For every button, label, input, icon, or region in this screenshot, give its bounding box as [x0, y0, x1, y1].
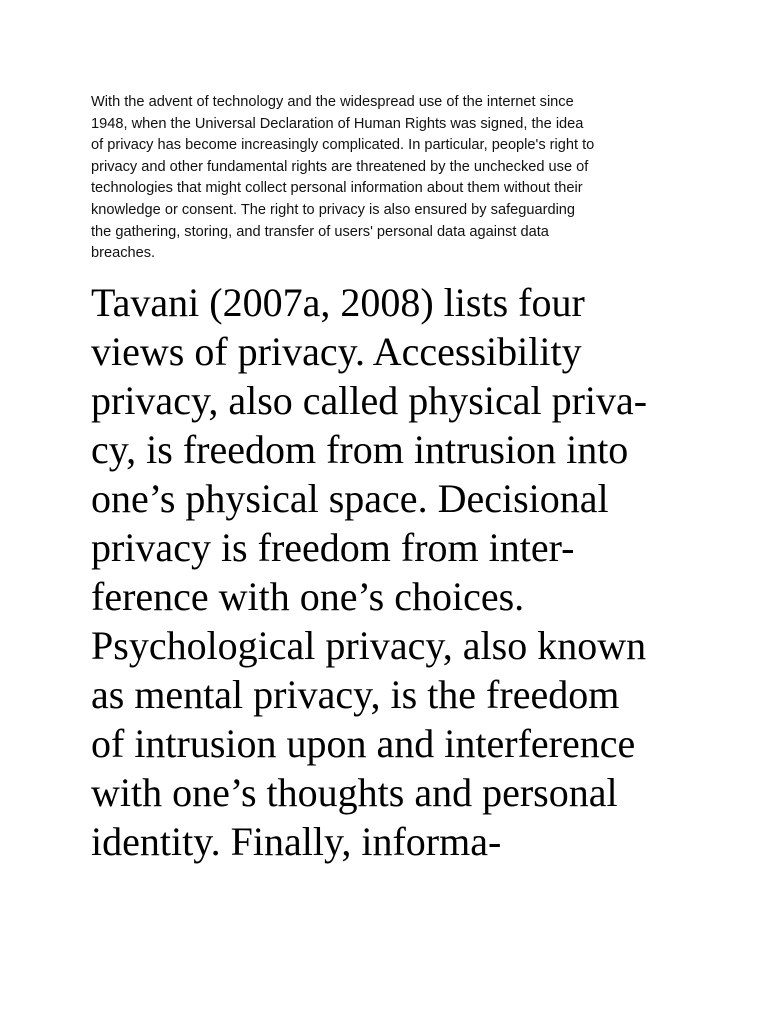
intro-paragraph: [91, 92, 671, 265]
intro-line-6: knowledge or consent. The right to privacy is also ensured by safeguarding: [91, 201, 576, 218]
quoted-line-2: views of privacy. Accessibility: [91, 329, 582, 374]
intro-line-4: privacy and other fundamental rights are threatened by the unchecked use of: [91, 158, 589, 175]
quoted-paragraph: [91, 278, 711, 866]
intro-line-5: technologies that might collect personal information about them without their: [91, 180, 583, 197]
quoted-line-8: Psychological privacy, also known: [91, 623, 647, 668]
quoted-line-7: ference with one’s choices.: [91, 574, 525, 619]
intro-line-8: breaches.: [91, 245, 156, 262]
intro-line-1: With the advent of technology and the widespread use of the internet since: [91, 94, 574, 110]
quoted-line-3: privacy, also called physical priva-: [91, 378, 648, 423]
quoted-line-12: identity. Finally, informa-: [91, 819, 502, 864]
quoted-line-1: Tavani (2007a, 2008) lists four: [91, 280, 585, 325]
quoted-line-5: one’s physical space. Decisional: [91, 476, 609, 521]
quoted-line-6: privacy is freedom from inter-: [91, 525, 575, 570]
quoted-line-4: cy, is freedom from intrusion into: [91, 427, 629, 472]
intro-line-3: of privacy has become increasingly complicated. In particular, people's right to: [91, 137, 595, 154]
intro-line-2: 1948, when the Universal Declaration of Human Rights was signed, the idea: [91, 115, 584, 132]
quoted-line-11: with one’s thoughts and personal: [91, 770, 618, 815]
intro-line-7: the gathering, storing, and transfer of users' personal data against data: [91, 223, 549, 240]
quoted-line-10: of intrusion upon and interference: [91, 721, 636, 766]
quoted-line-9: as mental privacy, is the freedom: [91, 672, 620, 717]
